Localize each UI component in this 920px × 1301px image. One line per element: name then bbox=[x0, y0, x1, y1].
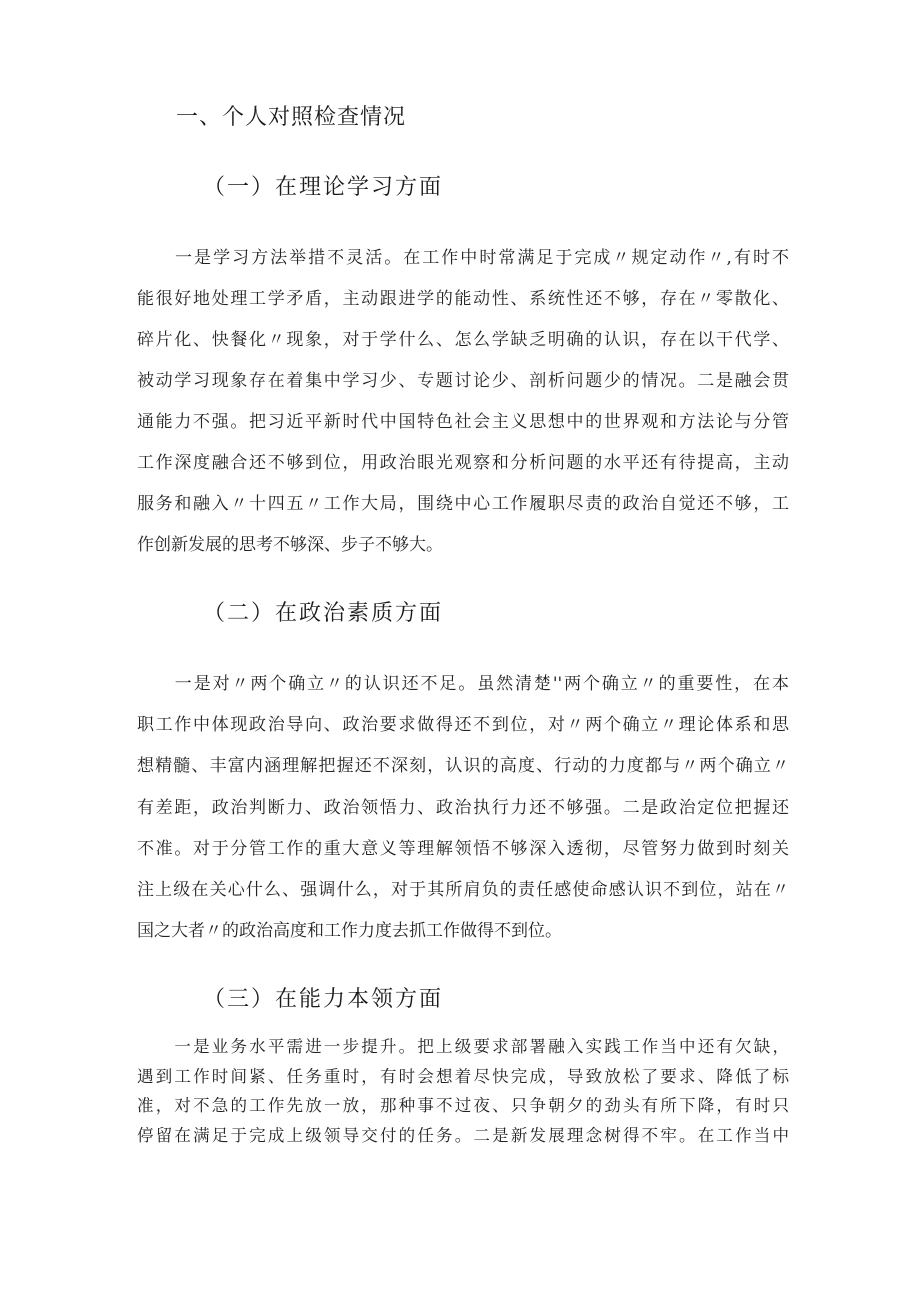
paragraph-politics bbox=[137, 664, 789, 952]
section-heading: 一、个人对照检查情况 bbox=[176, 105, 407, 130]
paragraph-line: 作创新发展的思考不够深、步子不够大。 bbox=[137, 535, 443, 555]
subsection-title-politics: （二）在政治素质方面 bbox=[203, 601, 444, 626]
subsection-title-theory: （一）在理论学习方面 bbox=[203, 175, 444, 200]
paragraph-line: 服务和融入〃十四五〃工作大局，围绕中心工作履职尽责的政治自觉还不够，工 bbox=[137, 494, 789, 514]
paragraph-ability bbox=[137, 1032, 789, 1150]
paragraph-theory bbox=[137, 238, 789, 566]
paragraph-line: 不准。对于分管工作的重大意义等理解领悟不够深入透彻，尽管努力做到时刻关 bbox=[137, 838, 789, 859]
paragraph-line: 准，对不急的工作先放一放，那种事不过夜、只争朝夕的劲头有所下降，有时只 bbox=[137, 1096, 789, 1115]
paragraph-line: 国之大者〃的政治高度和工作力度去抓工作做得不到位。 bbox=[137, 921, 562, 942]
paragraph-line: 碎片化、快餐化〃现象，对于学什么、怎么学缺乏明确的认识，存在以干代学、 bbox=[137, 330, 789, 350]
paragraph-line: 通能力不强。把习近平新时代中国特色社会主义思想中的世界观和方法论与分管 bbox=[137, 412, 789, 432]
paragraph-line: 停留在满足于完成上级领导交付的任务。二是新发展理念树得不牢。在工作当中 bbox=[137, 1125, 789, 1145]
paragraph-line: 一是对〃两个确立〃的认识还不足。虽然清楚''两个确立〃的重要性，在本 bbox=[137, 674, 789, 694]
paragraph-line: 被动学习现象存在着集中学习少、专题讨论少、剖析问题少的情况。二是融会贯 bbox=[137, 371, 789, 391]
paragraph-line: 职工作中体现政治导向、政治要求做得还不到位，对〃两个确立〃理论体系和思 bbox=[137, 715, 789, 736]
paragraph-line: 有差距，政治判断力、政治领悟力、政治执行力还不够强。二是政治定位把握还 bbox=[137, 797, 789, 818]
paragraph-line: 工作深度融合还不够到位，用政治眼光观察和分析问题的水平还有待提高，主动 bbox=[137, 453, 789, 473]
paragraph-line: 一是学习方法举措不灵活。在工作中时常满足于完成〃规定动作〃,有时不 bbox=[137, 248, 789, 268]
paragraph-line: 注上级在关心什么、强调什么，对于其所肩负的责任感使命感认识不到位，站在〃 bbox=[137, 880, 789, 901]
paragraph-line: 想精髓、丰富内涵理解把握还不深刻，认识的高度、行动的力度都与〃两个确立〃 bbox=[137, 756, 789, 777]
subsection-title-ability: （三）在能力本领方面 bbox=[203, 987, 444, 1012]
paragraph-line: 能很好地处理工学矛盾，主动跟进学的能动性、系统性还不够，存在〃零散化、 bbox=[137, 289, 789, 309]
paragraph-line: 一是业务水平需进一步提升。把上级要求部署融入实践工作当中还有欠缺， bbox=[137, 1037, 789, 1056]
paragraph-line: 遇到工作时间紧、任务重时，有时会想着尽快完成，导致放松了要求、降低了标 bbox=[137, 1066, 789, 1086]
